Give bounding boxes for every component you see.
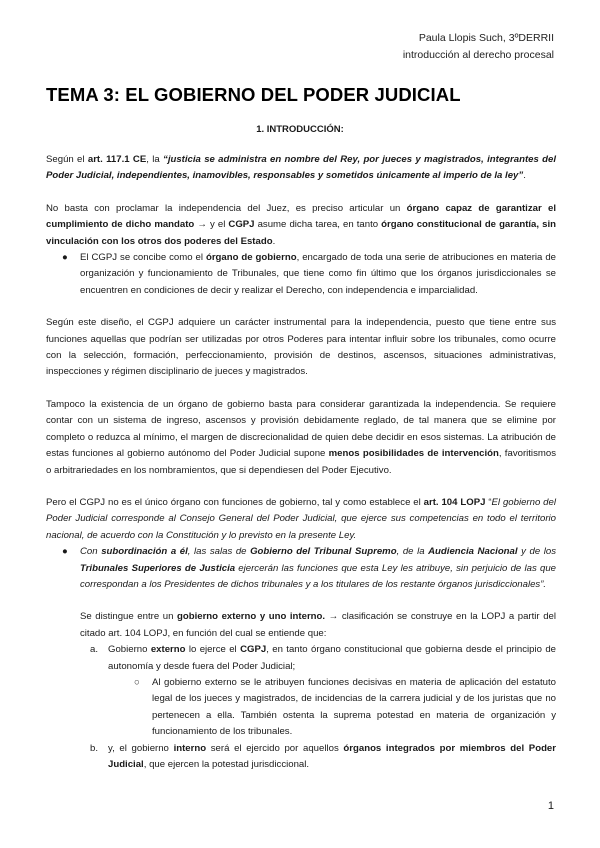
text-run: será el ejercido por aquellos [206, 742, 344, 754]
text-run-bold: art. 117.1 CE [87, 154, 147, 165]
text-run: . [272, 235, 276, 247]
paragraph-5 [46, 495, 556, 544]
text-run: Gobierno [108, 644, 151, 656]
quote-run: “justicia se administra en nombre del Rey, por jueces y magistrados, integrantes del Poder Judicial, independientes, inamovibles, responsables y sometidos únicamente al imperio de la ley” [46, 154, 556, 182]
text-run-bold: Tribunales Superiores de Justicia [80, 562, 236, 574]
sub-item-a [46, 675, 556, 741]
text-run: Pero el CGPJ no es el único órgano con funciones de gobierno, tal y como establece el [46, 496, 424, 508]
text-run: , de la [396, 546, 429, 558]
text-run: , las salas de [187, 546, 251, 558]
text-run: , en tanto órgano constitucional que gobierna desde el principio de autonomía y desde fuera del Poder Judicial; [108, 644, 556, 672]
list-marker: b. [90, 742, 99, 754]
quote-run: El gobierno del Poder Judicial corresponde al Consejo General del Poder Judicial, que ejerce sus competencias en todo el territorio nacional, de acuerdo con la Constitución y lo previsto en la presente Ley. [46, 496, 556, 541]
text-run-bold: órgano constitucional de garantía, sin vinculación con los otros dos poderes del Estado [46, 219, 556, 247]
text-run: lo ejerce el [185, 644, 241, 656]
text-run: Se distingue entre un [80, 611, 177, 623]
section-heading: 1. INTRODUCCIÓN: [256, 124, 344, 135]
text-run-bold: art. 104 LOPJ [423, 496, 486, 508]
text-run-bold: Audiencia Nacional [428, 546, 518, 558]
text-run-bold: órgano de gobierno [205, 252, 297, 264]
header-author: Paula Llopis Such, 3ºDERRII [418, 32, 554, 44]
text-run: . [523, 170, 526, 182]
bullet-marker: ● [62, 252, 68, 264]
bullet-item-2 [46, 544, 556, 593]
text-run-bold: órgano capaz de garantizar el cumplimiento de dicho mandato [46, 202, 556, 231]
list-item-b [46, 741, 556, 774]
list-item-a [46, 642, 556, 675]
text-run-bold: externo [150, 644, 186, 656]
page-header [403, 30, 554, 64]
paragraph-1 [46, 152, 556, 185]
paragraph-6 [46, 609, 556, 642]
text-run: Al gobierno externo se le atribuyen funciones decisivas en materia de aplicación del estatuto legal de los jueces y magistrados, de incidencias de la carrera judicial y de los juristas que no pertenecen a ella. También ostenta la suprema potestad en materia de organización y funcionamiento de los tribunales. [152, 676, 556, 738]
list-marker: a. [90, 644, 99, 656]
text-run-bold: gobierno externo y uno interno. [176, 611, 326, 623]
sub-list-marker: ○ [134, 676, 140, 688]
text-run: y de los [517, 546, 557, 558]
text-run-bold: subordinación a él [101, 546, 188, 558]
text-run: El CGPJ se concibe como el [80, 252, 206, 264]
page-number: 1 [547, 800, 554, 812]
paragraph-3: Según este diseño, el CGPJ adquiere un carácter instrumental para la independencia, puesto que tiene entre sus funciones aquellas que podrían ser utilizadas por otros Poderes para intentar influir sobre los tribunales, como ocurre con la selección, formación, perfeccionamiento, provisión de destinos, ascensos, situaciones administrativas, inspecciones y régimen disciplinario de jueces y magistrados. [46, 317, 556, 378]
text-run-bold: órganos integrados por miembros del Poder Judicial [108, 742, 556, 770]
text-run-bold: menos posibilidades de intervención [328, 448, 499, 460]
paragraph-2 [46, 201, 556, 250]
text-run: , encargado de toda una serie de atribuciones en materia de organización y funcionamiento de Tribunales, que tiene como fin último que los órganos jurisdiccionales se encuentren en condiciones de decir y realizar el Derecho, con independencia e imparcialidad. [80, 252, 556, 296]
text-run: “ [485, 496, 492, 508]
text-run: → y el [194, 219, 229, 231]
text-run: Tampoco la existencia de un órgano de gobierno basta para considerar garantizada la independencia. Se requiere contar con un sistema de ingreso, ascensos y provisión debidamente reglado, de tal manera que se elimine por completo o reduzca al mínimo, el margen de discrecionalidad de quien debe decidir en esos sistemas. La atribución de estas funciones al gobierno autónomo del Poder Judicial supone [46, 398, 556, 460]
text-run: No basta con proclamar la independencia del Juez, es preciso articular un [46, 202, 407, 214]
text-run: , favoritismos o arbitrariedades en los nombramientos, que si dependiesen del Poder Ejecutivo. [46, 448, 556, 476]
text-run: → clasificación se construye en la LOPJ a partir del citado art. 104 LOPJ, en función del cual se entiende que: [80, 611, 556, 639]
text-run: , la [146, 154, 164, 165]
paragraph-4 [46, 397, 556, 479]
text-run: Con [80, 546, 102, 558]
bullet-item-1 [46, 250, 556, 299]
text-run-bold: CGPJ [228, 219, 255, 231]
document-body [46, 152, 556, 773]
text-run: Según el [46, 154, 88, 165]
text-run: y, el gobierno [108, 742, 174, 754]
text-run: ”. [540, 578, 547, 590]
text-run: asume dicha tarea, en tanto [254, 219, 382, 231]
text-run-bold: CGPJ [240, 644, 267, 656]
text-run: ejercerán las funciones que esta Ley les atribuye, sin perjuicio de las que correspondan a los Presidentes de dichos tribunales y a los titulares de los restante órganos jurisdiccionales [80, 562, 556, 590]
text-run: , que ejercen la potestad jurisdiccional. [143, 759, 310, 770]
text-run-bold: interno [173, 742, 207, 754]
header-subject: introducción al derecho procesal [402, 49, 554, 61]
bullet-marker: ● [62, 546, 68, 558]
document-title: TEMA 3: EL GOBIERNO DEL PODER JUDICIAL [46, 84, 461, 105]
text-run-bold: Gobierno del Tribunal Supremo [250, 546, 397, 558]
